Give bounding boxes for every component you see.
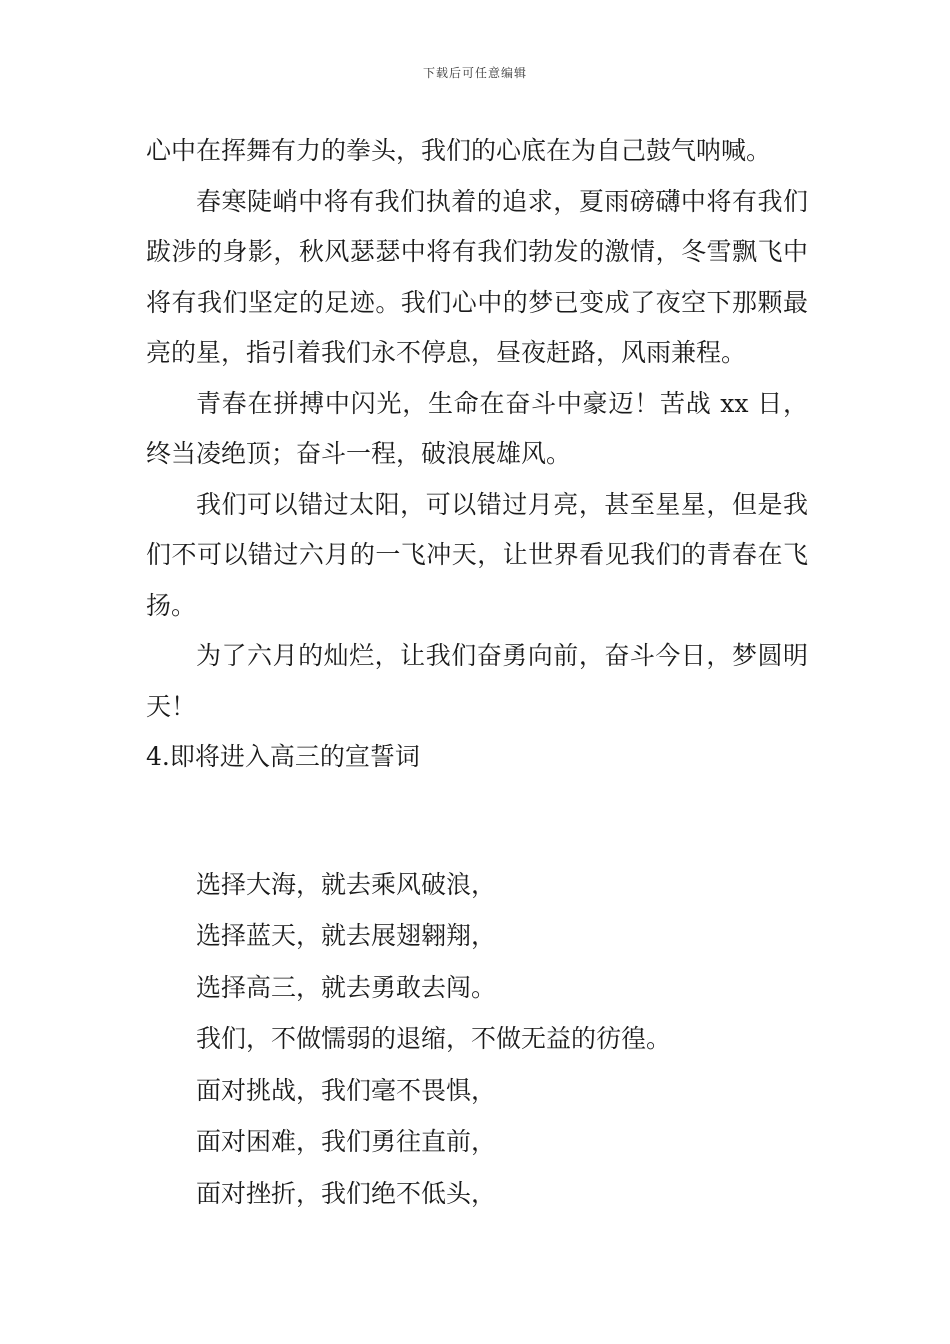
paragraph-3: 青春在拼搏中闪光，生命在奋斗中豪迈！苦战 xx 日，终当凌绝顶；奋斗一程，破浪展雄风。 bbox=[146, 388, 808, 468]
page-header: 下载后可任意编辑 bbox=[422, 66, 527, 80]
verse-line-5: 面对挑战，我们毫不畏惧， bbox=[196, 1075, 497, 1105]
paragraph-2: 春寒陡峭中将有我们执着的追求，夏雨磅礴中将有我们跋涉的身影，秋风瑟瑟中将有我们勃发的激情，冬雪飘飞中将有我们坚定的足迹。我们心中的梦已变成了夜空下那颗最亮的星，指引着我们永不停息，昼夜赶路，风雨兼程。 bbox=[146, 186, 808, 367]
verse-line-4: 我们，不做懦弱的退缩，不做无益的彷徨。 bbox=[196, 1024, 672, 1053]
paragraph-5: 为了六月的灿烂，让我们奋勇向前，奋斗今日，梦圆明天！ bbox=[146, 641, 808, 721]
document-body bbox=[146, 126, 808, 1219]
verse-line-1: 选择大海，就去乘风破浪， bbox=[196, 869, 497, 899]
verse-line-2: 选择蓝天，就去展翅翱翔， bbox=[196, 921, 497, 950]
paragraph-1: 心中在挥舞有力的拳头，我们的心底在为自己鼓气呐喊。 bbox=[146, 136, 772, 165]
verse-line-3: 选择高三，就去勇敢去闯。 bbox=[196, 972, 497, 1002]
verse-line-7: 面对挫折，我们绝不低头， bbox=[196, 1178, 497, 1208]
section-heading: 4.即将进入高三的宣誓词 bbox=[146, 742, 420, 771]
paragraph-4: 我们可以错过太阳，可以错过月亮，甚至星星，但是我们不可以错过六月的一飞冲天，让世界看见我们的青春在飞扬。 bbox=[146, 489, 808, 620]
verse-line-6: 面对困难，我们勇往直前， bbox=[196, 1127, 497, 1156]
section-spacer bbox=[146, 783, 808, 859]
